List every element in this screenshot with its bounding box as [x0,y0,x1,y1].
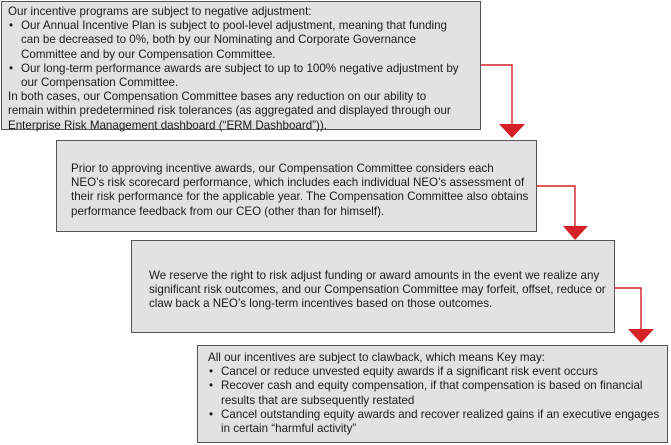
step-intro: Our incentive programs are subject to negative adjustment: [8,5,312,18]
bullet-cancel-unvested: • Cancel or reduce unvested equity awards if a significant risk event occurs [208,365,661,379]
bullet-recover-compensation: • Recover cash and equity compensation, if that compensation is based on financial results that are subsequently restated [208,379,661,407]
bullet-annual-incentive: • Our Annual Incentive Plan is subject to pool-level adjustment, meaning that funding can be decreased to 0%, both by our Nominating and Corporate Governance Committee and by our Compensation Committee. [8,19,472,62]
step-intro: All our incentives are subject to clawback, which means Key may: [208,351,546,364]
step-text: We reserve the right to risk adjust funding or award amounts in the event we realize any significant risk outcomes, and our Compensation Committee may forfeit, offset, reduce or claw back a NEO’s long-term incentives based on those outcomes. [149,269,606,311]
step-closing: In both cases, our Compensation Committee bases any reduction on our ability to remain within predetermined risk tolerances (as aggregated and displayed through our Enterprise Risk Management dashboard (“ERM Dashboard”)). [8,90,451,132]
connector-arrow-2 [537,186,588,240]
bullet-long-term-awards: • Our long-term performance awards are subject to up to 100% negative adjustment by our Compensation Committee. [8,62,472,90]
bullet-cancel-outstanding: • Cancel outstanding equity awards and recover realized gains if an executive engages in certain “harmful activity” [208,408,661,436]
connector-arrow-3 [615,288,654,343]
connector-arrow-1 [481,65,525,138]
step-text: Prior to approving incentive awards, our Compensation Committee considers each NEO’s risk scorecard performance, which includes each individual NEO’s assessment of their risk performance for the applicable year. The Compensation Committee also obtains performance feedback from our CEO (other than for himself). [71,162,529,218]
